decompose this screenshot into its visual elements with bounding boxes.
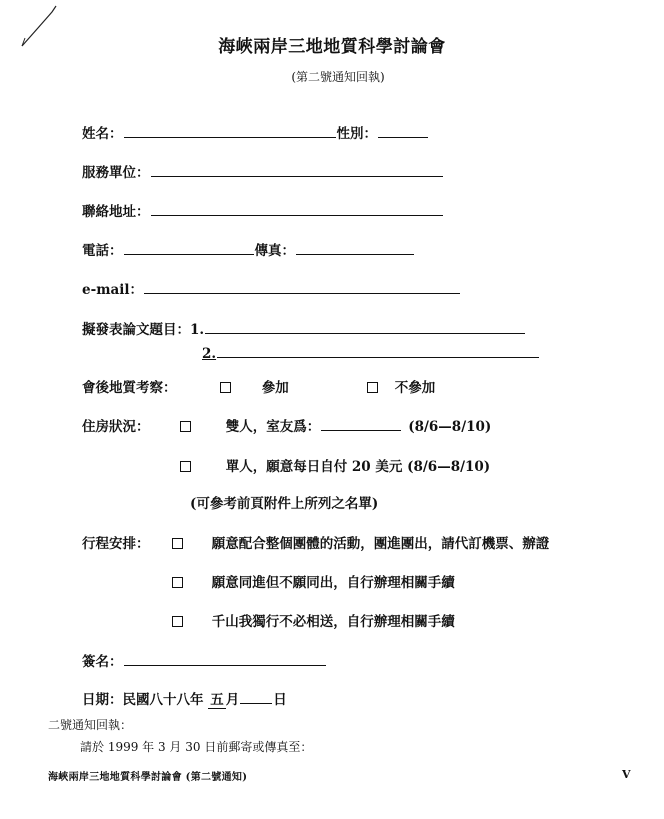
join-checkbox[interactable] [220,382,231,393]
fax-field[interactable] [296,253,414,255]
date-day-field[interactable] [240,702,272,704]
date-day-unit: 日 [273,692,287,708]
paper-2-number: 2. [202,346,217,362]
lodging-label: 住房狀況： [82,419,150,435]
name-field[interactable] [124,136,336,138]
paper-2-field[interactable] [217,356,539,358]
email-row [82,278,461,298]
paper-1-field[interactable] [205,332,525,334]
fax-label: 傳真： [254,243,295,259]
double-label: 雙人，室友爲： [225,419,321,435]
gender-label: 性別： [336,126,377,142]
paper-1-number: 1. [190,322,205,338]
itinerary-1-label: 願意配合整個團體的活動，團進團出，請代訂機票、辦證 [211,536,550,552]
date-month-unit: 月 [225,692,240,708]
page-number: V [622,768,631,781]
itinerary-option-2[interactable] [172,571,455,591]
join-label: 參加 [261,380,289,396]
unit-field[interactable] [151,175,443,177]
address-label: 聯絡地址： [82,204,150,220]
not-join-label: 不參加 [394,380,436,396]
signature-label: 簽名： [82,654,123,670]
form-title: 海峽兩岸三地地質科學討論會 [218,37,446,57]
unit-row [82,161,444,181]
itinerary-2-checkbox[interactable] [172,577,183,588]
not-join-checkbox[interactable] [367,382,378,393]
name-label: 姓名： [82,126,123,142]
double-checkbox[interactable] [180,421,191,432]
paper-row-2 [202,346,540,362]
field-trip-label: 會後地質考察： [82,380,177,396]
itinerary-3-label: 千山我獨行不必相送，自行辦理相關手續 [211,614,455,630]
itinerary-option-3[interactable] [172,610,455,630]
single-label: 單人，願意每日自付 20 美元 (8/6—8/10) [225,459,491,475]
phone-row [82,239,415,259]
single-checkbox[interactable] [180,461,191,472]
phone-field[interactable] [124,253,254,255]
itinerary-option-1[interactable] [172,532,549,552]
lodging-single-option[interactable] [180,455,490,475]
footer-text: 海峽兩岸三地地質科學討論會 (第二號通知) [48,772,248,783]
double-dates: (8/6—8/10) [408,419,492,435]
lodging-double-option[interactable] [180,415,491,435]
instructions-text: 請於 1999 年 3 月 30 日前郵寄或傳真至： [80,740,313,754]
itinerary-1-checkbox[interactable] [172,538,183,549]
date-month-value[interactable]: 五 [210,692,224,708]
paper-label: 擬發表論文題目： [82,322,190,338]
address-row [82,200,444,220]
name-row [82,122,429,142]
form-subtitle: (第二號通知回執) [291,70,385,84]
paper-row-1 [82,318,526,338]
roommate-field[interactable] [321,429,401,431]
instructions-heading: 二號通知回執： [48,718,133,732]
field-trip-join-option[interactable] [220,376,289,396]
itinerary-label: 行程安排： [82,536,150,552]
date-row [82,688,287,708]
address-field[interactable] [151,214,443,216]
signature-row [82,650,327,670]
field-trip-not-join-option[interactable] [367,376,435,396]
itinerary-2-label: 願意同進但不願同出，自行辦理相關手續 [211,575,455,591]
gender-field[interactable] [378,136,428,138]
date-prefix: 日期：民國八十八年 [82,692,204,708]
itinerary-3-checkbox[interactable] [172,616,183,627]
signature-field[interactable] [124,664,326,666]
email-label: e-mail： [82,282,143,298]
phone-label: 電話： [82,243,123,259]
email-field[interactable] [144,292,460,294]
unit-label: 服務單位： [82,165,150,181]
lodging-note: (可參考前頁附件上所列之名單) [190,496,379,512]
